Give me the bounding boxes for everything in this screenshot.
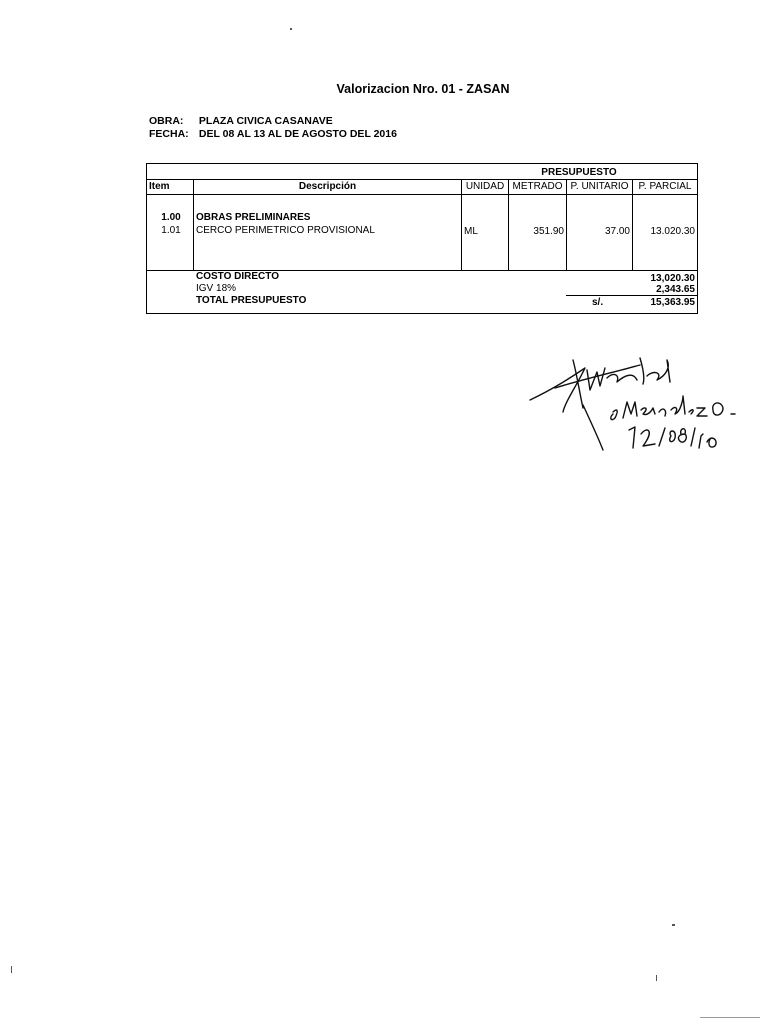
col-header-metrado: METRADO	[512, 181, 563, 192]
col-header-description: Descripción	[298, 181, 357, 192]
row-description: OBRAS PRELIMINARES	[196, 212, 311, 223]
col-header-unit: UNIDAD	[465, 181, 505, 192]
group-header: PRESUPUESTO	[541, 167, 617, 178]
igv-value: 2,343.65	[656, 284, 695, 295]
scan-speck	[11, 966, 12, 973]
col-divider-unitprice	[632, 179, 633, 271]
scan-line	[700, 1017, 760, 1018]
costo-directo-label: COSTO DIRECTO	[196, 271, 279, 282]
costo-directo-value: 13,020.30	[650, 273, 695, 284]
column-header-divider	[146, 194, 697, 195]
scan-speck	[672, 924, 675, 926]
igv-label: IGV 18%	[196, 283, 237, 294]
group-header-divider	[146, 179, 697, 180]
col-header-unit-price: P. UNITARIO	[570, 181, 629, 192]
col-header-item: Item	[149, 181, 170, 192]
total-value: 15,363.95	[650, 297, 695, 308]
fecha-label: FECHA:	[149, 128, 189, 140]
scan-speck	[656, 975, 657, 981]
row-description: CERCO PERIMETRICO PROVISIONAL	[196, 225, 375, 236]
row-partial: 13.020.30	[650, 226, 695, 237]
document-title: Valorizacion Nro. 01 - ZASAN	[336, 82, 510, 96]
row-unit: ML	[464, 226, 478, 237]
row-unit-price: 37.00	[604, 226, 630, 237]
col-divider-metrado	[566, 179, 567, 271]
col-divider-unit	[508, 179, 509, 271]
fecha-line	[149, 128, 397, 140]
row-metrado: 351.90	[533, 226, 564, 237]
col-header-partial: P. PARCIAL	[638, 181, 692, 192]
col-divider-item	[193, 179, 194, 271]
handwritten-signature	[525, 350, 765, 460]
obra-line	[149, 115, 333, 127]
obra-label: OBRA:	[149, 115, 184, 127]
fecha-value: DEL 08 AL 13 AL DE AGOSTO DEL 2016	[198, 128, 397, 140]
total-label: TOTAL PRESUPUESTO	[196, 295, 307, 306]
total-underline	[566, 295, 697, 296]
row-item: 1.01	[161, 225, 181, 236]
row-item: 1.00	[161, 212, 181, 223]
obra-value: PLAZA CIVICA CASANAVE	[198, 115, 333, 127]
scan-speck	[290, 28, 292, 30]
col-divider-desc	[461, 179, 462, 271]
currency-label: s/.	[592, 297, 604, 308]
